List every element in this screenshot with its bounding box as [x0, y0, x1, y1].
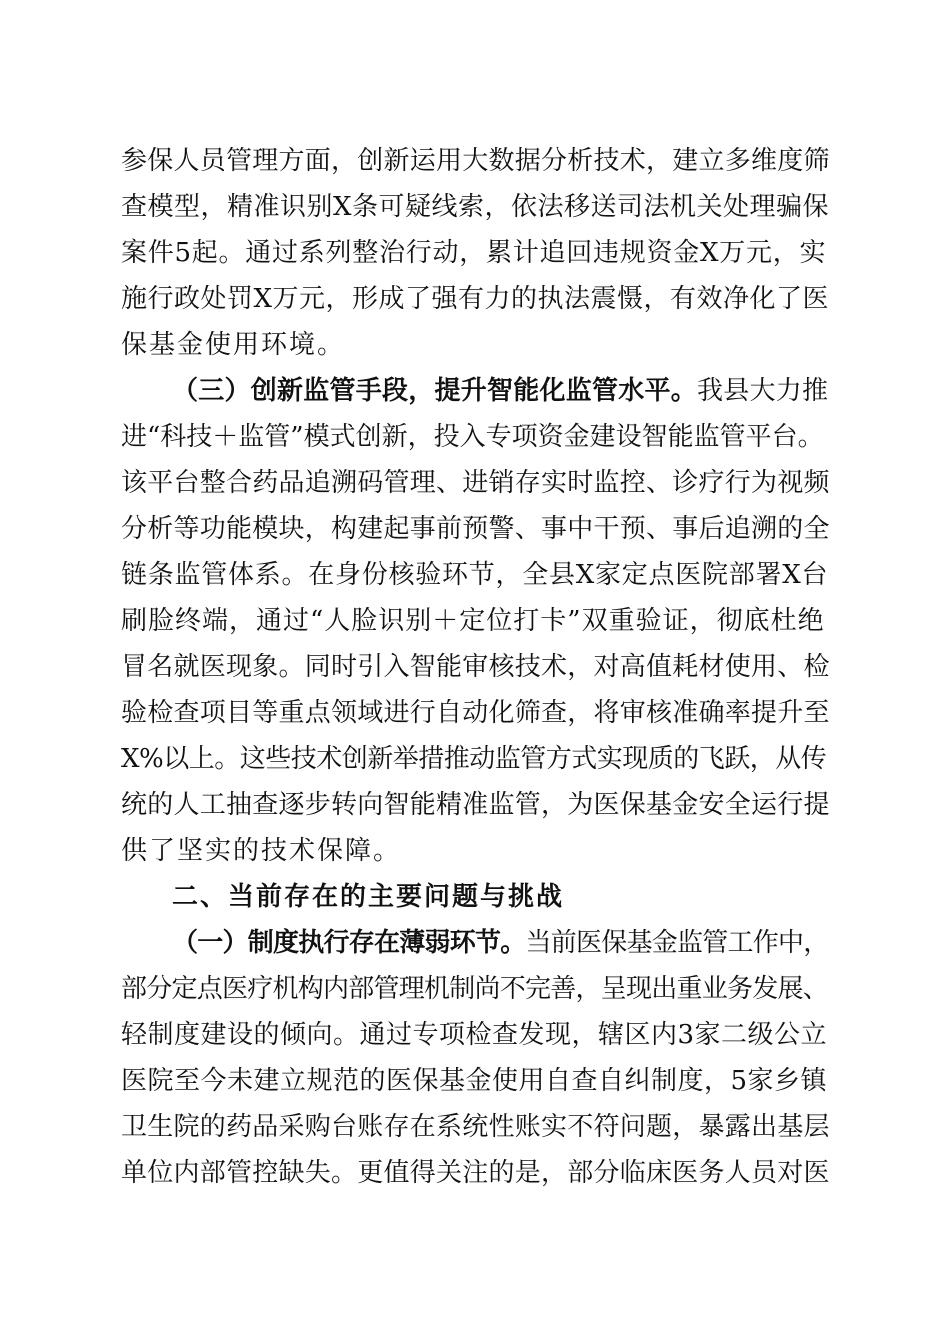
- paragraph-1-line-4: 施行政处罚X万元，形成了强有力的执法震慑，有效净化了医: [121, 284, 830, 314]
- paragraph-2-line-9: X%以上。这些技术创新举措推动监管方式实现质的飞跃，从传: [121, 744, 827, 774]
- paragraph-1-line-2: 查模型，精准识别X条可疑线索，依法移送司法机关处理骗保: [121, 192, 830, 222]
- paragraph-2-first-line: [172, 373, 828, 409]
- paragraph-2-line-4: 分析等功能模块，构建起事前预警、事中干预、事后追溯的全: [121, 514, 830, 544]
- paragraph-2-line-10: 统的人工抽查逐步转向智能精准监管，为医保基金安全运行提: [121, 790, 830, 820]
- paragraph-2-line-3: 该平台整合药品追溯码管理、进销存实时监控、诊疗行为视频: [121, 468, 830, 498]
- paragraph-2-line-1: 我县大力推: [697, 376, 829, 406]
- section-title: 二、当前存在的主要问题与挑战: [172, 882, 565, 912]
- paragraph-3-line-2: 部分定点医疗机构内部管理机制尚不完善，呈现出重业务发展、: [121, 974, 829, 1004]
- paragraph-2-line-7: 冒名就医现象。同时引入智能审核技术，对高值耗材使用、检: [121, 652, 830, 682]
- paragraph-2-line-2: 进“科技＋监管”模式创新，投入专项资金建设智能监管平台。: [121, 422, 824, 452]
- paragraph-2-line-8: 验检查项目等重点领域进行自动化筛查，将审核准确率提升至: [121, 698, 830, 728]
- paragraph-1-line-3: 案件5起。通过系列整治行动，累计追回违规资金X万元，实: [121, 238, 827, 268]
- paragraph-2-line-6: 刷脸终端，通过“人脸识别＋定位打卡”双重验证，彻底杜绝: [121, 606, 825, 636]
- paragraph-3-line-5: 卫生院的药品采购台账存在系统性账实不符问题，暴露出基层: [121, 1112, 830, 1142]
- paragraph-3-line-3: 轻制度建设的倾向。通过专项检查发现，辖区内3家二级公立: [121, 1020, 828, 1050]
- paragraph-2-heading: （三）创新监管手段，提升智能化监管水平。: [172, 376, 698, 406]
- paragraph-3-line-1: 当前医保基金监管工作中，: [525, 928, 829, 958]
- paragraph-3-heading: （一）制度执行存在薄弱环节。: [172, 928, 526, 958]
- paragraph-1-line-1: 参保人员管理方面，创新运用大数据分析技术，建立多维度筛: [121, 146, 830, 176]
- paragraph-2-line-5: 链条监管体系。在身份核验环节，全县X家定点医院部署X台: [121, 560, 829, 590]
- paragraph-3-line-6: 单位内部管控缺失。更值得关注的是，部分临床医务人员对医: [121, 1158, 830, 1188]
- paragraph-3-line-4: 医院至今未建立规范的医保基金使用自查自纠制度，5家乡镇: [121, 1066, 828, 1096]
- paragraph-2-line-11: 供了坚实的技术保障。: [121, 836, 402, 866]
- paragraph-1-line-5: 保基金使用环境。: [121, 330, 346, 360]
- paragraph-3-first-line: [172, 925, 829, 961]
